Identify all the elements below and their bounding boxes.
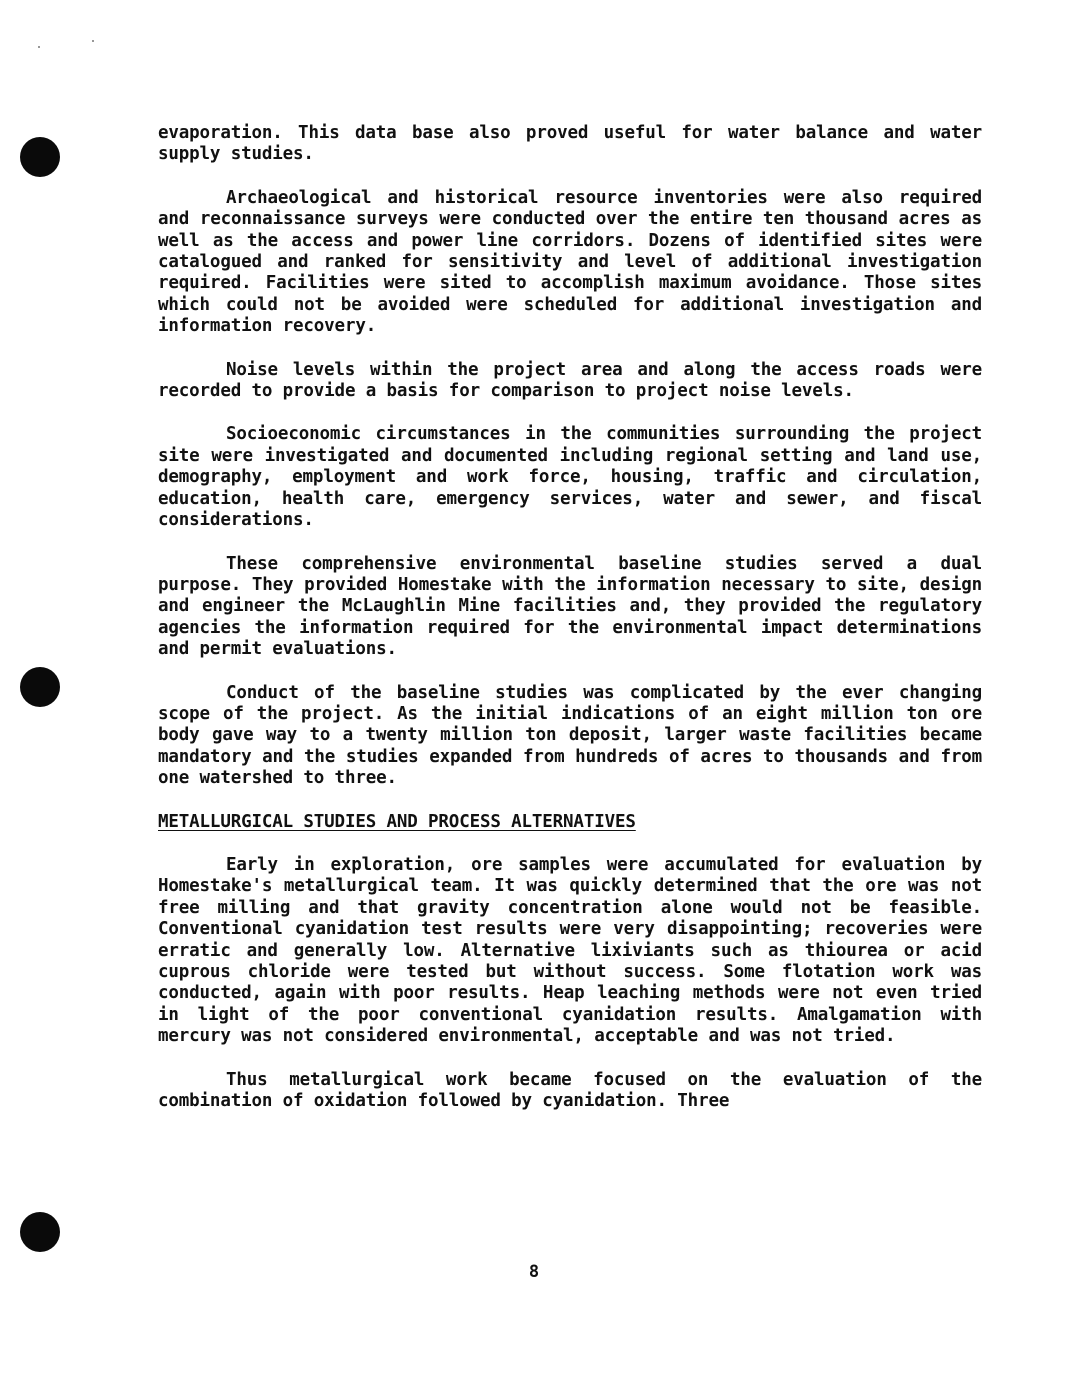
- punch-hole-middle: [20, 667, 60, 707]
- page-number: 8: [528, 1262, 540, 1282]
- punch-hole-top: [20, 137, 60, 177]
- scan-speck: [92, 40, 94, 42]
- paragraph-socioeconomic: Socioeconomic circumstances in the communities surrounding the project site were investigated and documented including regional setting and land use, demography, employment and work force, housing, traffic and circulation, education, health care, emergency services, water and sewer, and fiscal considerations.: [158, 424, 982, 531]
- paragraph-baseline-purpose: These comprehensive environmental baseline studies served a dual purpose. They provided Homestake with the information necessary to site, design and engineer the McLaughlin Mine facilities and, they provided the regulatory agencies the information required for the environmental impact determinations and permit evaluations.: [158, 553, 982, 660]
- paragraph-archaeological: Archaeological and historical resource inventories were also required and reconnaissance surveys were conducted over the entire ten thousand acres as well as the access and power line corridors. Dozens of identified sites were catalogued and ranked for sensitivity and level of additional investigation required. Facilities were sited to accomplish maximum avoidance. Those sites which could not be avoided were scheduled for additional investigation and information recovery.: [158, 187, 982, 337]
- paragraph-baseline-scope: Conduct of the baseline studies was complicated by the ever changing scope of the project. As the initial indications of an eight million ton ore body gave way to a twenty million ton deposit, larger waste facilities became mandatory and the studies expanded from hundreds of acres to thousands and from one watershed to three.: [158, 682, 982, 789]
- paragraph-evaporation: evaporation. This data base also proved useful for water balance and water supply studies.: [158, 123, 982, 165]
- section-heading: METALLURGICAL STUDIES AND PROCESS ALTERNATIVES: [158, 811, 636, 832]
- paragraph-oxidation: Thus metallurgical work became focused on the evaluation of the combination of oxidation followed by cyanidation. Three: [158, 1069, 982, 1112]
- scan-speck: [38, 46, 40, 48]
- paragraph-exploration: Early in exploration, ore samples were accumulated for evaluation by Homestake's metallurgical team. It was quickly determined that the ore was not free milling and that gravity concentration alone would not be feasible. Conventional cyanidation test results were very disappointing; recoveries were erratic and generally low. Alternative lixiviants such as thiourea or acid cuprous chloride were tested but without success. Some flotation work was conducted, again with poor results. Heap leaching methods were not even tried in light of the poor conventional cyanidation results. Amalgamation with mercury was not considered environmental, acceptable and was not tried.: [158, 854, 982, 1047]
- paragraph-noise: Noise levels within the project area and along the access roads were recorded to provide a basis for comparison to project noise levels.: [158, 359, 982, 402]
- punch-hole-bottom: [20, 1212, 60, 1252]
- page-body: [158, 123, 982, 1112]
